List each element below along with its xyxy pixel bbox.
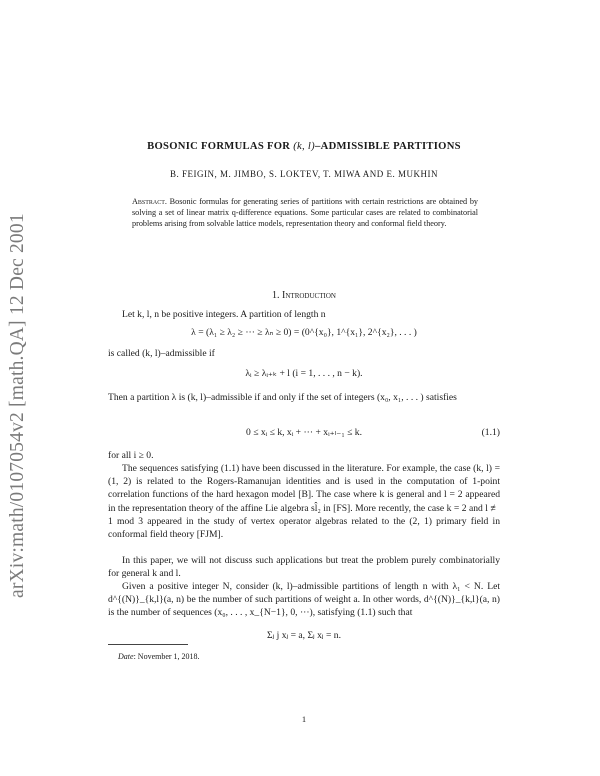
equation-label: (1.1) <box>481 427 500 438</box>
equation-partition: λ = (λ₁ ≥ λ₂ ≥ ··· ≥ λₙ ≥ 0) = (0^{x₀}, 1^{x₁}, 2^{x₂}, . . . ) <box>191 327 417 338</box>
paragraph-condition: Then a partition λ is (k, l)–admissible if and only if the set of integers (x₀, x₁, . . . ) satisfies <box>108 392 457 403</box>
paragraph-intro: Let k, l, n be positive integers. A partition of length n <box>122 309 326 320</box>
paragraph-literature: The sequences satisfying (1.1) have been discussed in the literature. For example, the case (k, l) = (1, 2) is related to the Rogers-Ramanujan identities and is used in the computation of 1-point correlation functions of the hard hexagon model [B]. The case where k is general and l = 2 appeared in the representation theory of the affine Lie algebra sl̂₂ in [FS]. More recently, the case k = 2 and l ≢ 1 mod 3 appeared in the study of vertex operator algebras related to the (2, 1) primary field in conformal field theory [FJM]. <box>108 463 500 541</box>
footnote-rule <box>108 644 188 645</box>
equation-sums: Σⱼ j xⱼ = a, Σⱼ xⱼ = n. <box>267 630 341 641</box>
abstract-label: Abstract. <box>132 197 167 206</box>
paper-title: BOSONIC FORMULAS FOR (k, l)–ADMISSIBLE PARTITIONS <box>147 141 461 152</box>
abstract <box>132 196 478 229</box>
paragraph-scope: In this paper, we will not discuss such applications but treat the problem purely combinatorially for general k and l. <box>108 555 500 580</box>
equation-1-1: 0 ≤ xᵢ ≤ k, xᵢ + ··· + xᵢ₊ₗ₋₁ ≤ k. (1.1) <box>246 427 500 438</box>
page-number: 1 <box>301 714 307 724</box>
paragraph-definition: Given a positive integer N, consider (k, l)–admissible partitions of length n with λ₁ < N. Let d^{(N)}_{k,l}(a, n) be the number of such partitions of weight a. In other words, d^{(N)}_{k,l}(a, n) is the number of sequences (x₀, . . . , x_{N−1}, 0, ···), satisfying (1.1) such that <box>108 581 500 619</box>
equation-admissible: λᵢ ≥ λᵢ₊ₖ + l (i = 1, . . . , n − k). <box>245 368 363 379</box>
author-list: B. FEIGIN, M. JIMBO, S. LOKTEV, T. MIWA AND E. MUKHIN <box>169 169 438 179</box>
paragraph-admissible: is called (k, l)–admissible if <box>108 348 215 359</box>
arxiv-identifier: arXiv:math/0107054v2 [math.QA] 12 Dec 2001 <box>7 213 28 598</box>
section-heading: 1. Introduction <box>272 290 336 301</box>
abstract-text: Bosonic formulas for generating series of partitions with certain restrictions are obtained by solving a set of linear matrix q-difference equations. Some particular cases are related to combinatorial problems arising from solvable lattice models, representation theory and conformal field theory. <box>132 197 479 228</box>
footnote-date: Date: November 1, 2018. <box>118 652 200 661</box>
paragraph-forall: for all i ≥ 0. <box>108 450 154 461</box>
